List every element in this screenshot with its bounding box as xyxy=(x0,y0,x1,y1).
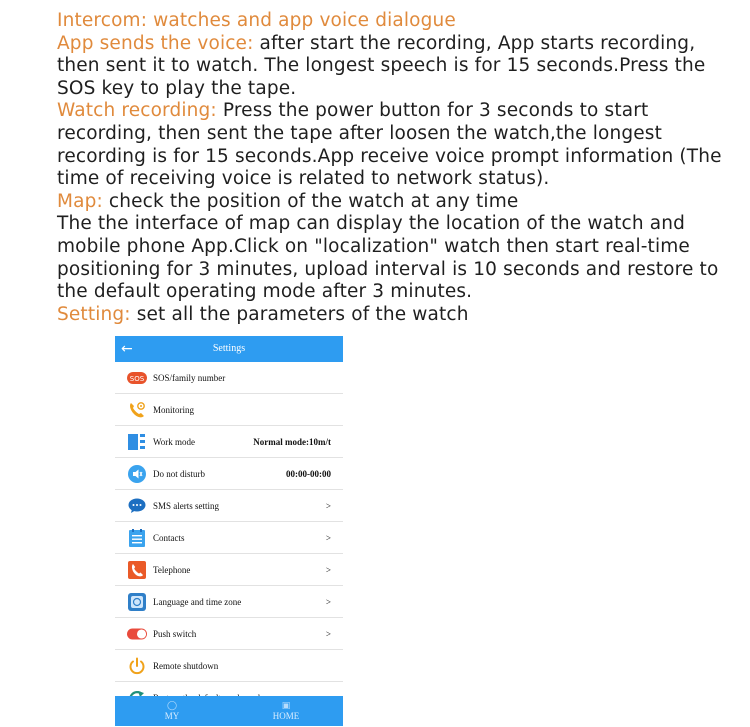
sos-icon xyxy=(127,368,147,388)
settings-item-label: Remote shutdown xyxy=(153,660,219,671)
back-arrow-icon[interactable]: ← xyxy=(121,341,133,357)
tab-home-label: HOME xyxy=(272,711,300,721)
tab-home[interactable] xyxy=(229,696,343,726)
settings-item-monitoring[interactable] xyxy=(115,394,343,426)
work-mode-value: Normal mode:10m/t xyxy=(253,436,331,447)
settings-item-label: Contacts xyxy=(153,532,185,543)
settings-item-label: Language and time zone xyxy=(153,596,242,607)
settings-item-do-not-disturb[interactable] xyxy=(115,458,343,490)
settings-item-remote-shutdown[interactable] xyxy=(115,650,343,682)
settings-item-label: Push switch xyxy=(153,628,197,639)
tab-my[interactable] xyxy=(115,696,229,726)
language-icon xyxy=(127,592,147,612)
intercom-heading: Intercom: watches and app voice dialogue xyxy=(57,10,456,31)
settings-header xyxy=(115,336,343,362)
person-icon: ◯ xyxy=(166,701,178,711)
settings-item-label: Telephone xyxy=(153,564,191,575)
home-icon: ▣ xyxy=(281,701,291,711)
page-title: Settings xyxy=(212,343,246,354)
svg-text:SOS: SOS xyxy=(129,374,145,383)
map-paragraph: Map: check the position of the watch at any time xyxy=(57,190,519,212)
settings-item-label: Do not disturb xyxy=(153,468,206,479)
settings-item-work-mode[interactable] xyxy=(115,426,343,458)
app-sends-voice-paragraph: App sends the voice: after start the recording, App starts recording, then sent it to watch. The longest speech is for 15 seconds.Press the SOS key to play the tape. xyxy=(57,32,706,99)
settings-item-label: Monitoring xyxy=(153,404,195,415)
settings-item-label: Work mode xyxy=(153,436,196,447)
mute-speaker-icon xyxy=(127,464,147,484)
bottom-tab-bar xyxy=(115,696,343,726)
settings-item-label: SMS alerts setting xyxy=(153,500,220,511)
power-icon xyxy=(127,656,147,676)
chevron-right-icon: > xyxy=(325,532,331,543)
chevron-right-icon: > xyxy=(325,628,331,639)
toggle-icon xyxy=(127,624,147,644)
monitoring-phone-icon xyxy=(127,400,147,420)
settings-list xyxy=(115,362,343,713)
watch-recording-paragraph: Watch recording: Press the power button for 3 seconds to start recording, then sent the tape after loosen the watch,the longest recording is for 15 seconds.App receive voice prompt information (The time of receiving voice is related to network status). xyxy=(57,100,722,190)
setting-paragraph: Setting: set all the parameters of the watch xyxy=(57,303,469,325)
settings-item-telephone[interactable] xyxy=(115,554,343,586)
settings-item-label: SOS/family number xyxy=(153,372,226,383)
contacts-icon xyxy=(127,528,147,548)
settings-item-contacts[interactable] xyxy=(115,522,343,554)
instruction-text xyxy=(57,10,737,326)
settings-item-sos[interactable] xyxy=(115,362,343,394)
map-description: The the interface of map can display the location of the watch and mobile phone App.Click on "localization" watch then start real-time positioning for 3 minutes, upload interval is 10 seconds and restore to the default operating mode after 3 minutes. xyxy=(57,213,719,303)
chevron-right-icon: > xyxy=(325,564,331,575)
settings-item-language-time-zone[interactable] xyxy=(115,586,343,618)
do-not-disturb-value: 00:00-00:00 xyxy=(286,468,331,479)
telephone-icon xyxy=(127,560,147,580)
settings-screenshot xyxy=(115,336,343,726)
work-mode-icon xyxy=(127,432,147,452)
chevron-right-icon: > xyxy=(325,500,331,511)
settings-item-push-switch[interactable] xyxy=(115,618,343,650)
settings-item-sms-alerts[interactable] xyxy=(115,490,343,522)
tab-my-label: MY xyxy=(164,711,180,721)
sms-bubble-icon xyxy=(127,496,147,516)
chevron-right-icon: > xyxy=(325,596,331,607)
